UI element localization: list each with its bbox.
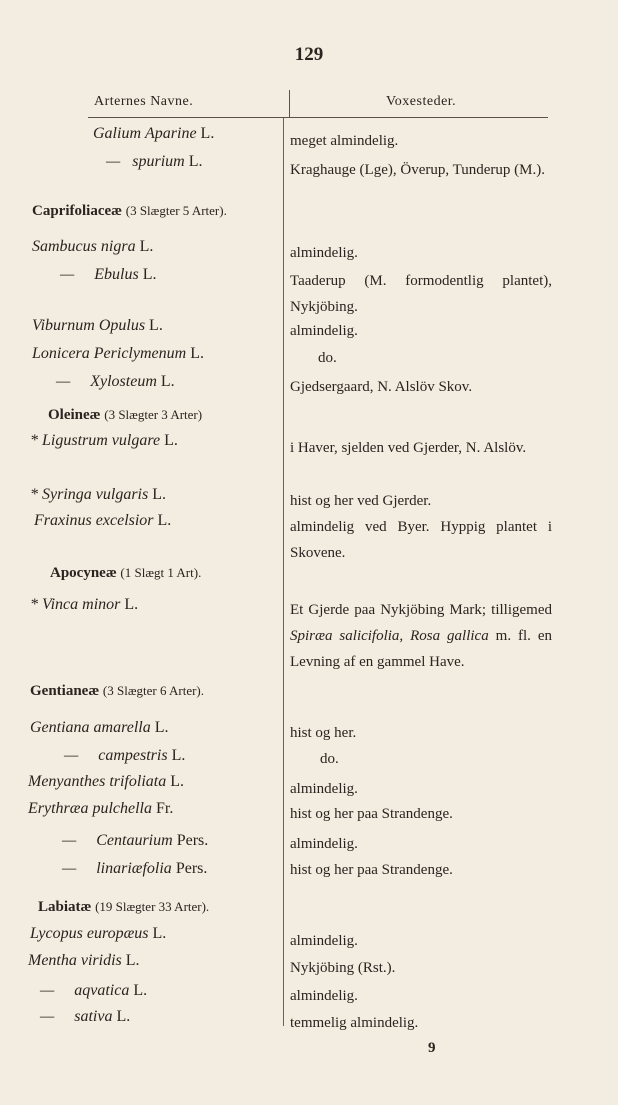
locality-entry: do. [318,350,337,366]
species-entry: Menyanthes trifoliata L. [28,773,184,790]
species-entry: Gentiana amarella L. [30,719,169,736]
family-heading: Caprifoliaceæ (3 Slægter 5 Arter). [32,203,227,219]
species-entry: — Ebulus L. [60,266,157,283]
plant-name: Rosa gallica [410,628,489,644]
locality-entry: almindelig. [290,933,358,949]
plant-name: Spiræa salicifolia, [290,628,404,644]
species-entry: Lonicera Periclymenum L. [32,345,204,362]
family-heading: Oleineæ (3 Slægter 3 Arter) [48,407,203,423]
species-entry: Fraxinus excelsior L. [34,512,172,529]
locality-entry: Nykjöbing (Rst.). [290,960,396,976]
page-number: 129 [294,44,324,65]
signature-mark: 9 [428,1040,436,1056]
locality-entry: almindelig. [290,323,358,339]
locality-entry: temmelig almindelig. [290,1015,419,1031]
locality-entry: Taaderup (M. formodentlig plantet), Nykjöbing. [290,273,552,315]
family-heading: Gentianeæ (3 Slægter 6 Arter). [30,683,205,699]
locality-entry: i Haver, sjelden ved Gjerder, N. Alslöv. [290,440,527,456]
locality-entry: meget almindelig. [290,133,399,149]
species-entry: — Centaurium Pers. [62,832,209,849]
species-entry: — aqvatica L. [40,982,148,999]
species-entry: Lycopus europæus L. [30,925,167,942]
species-entry: — Xylosteum L. [56,373,175,390]
locality-entry-vinca: Et Gjerde paa Nykjöbing Mark; tilligemed Spiræa salicifolia, Rosa gallica m. fl. en Levning af en gammel Have. [290,602,552,670]
locality-entry: hist og her paa Strandenge. [290,806,453,822]
species-entry: * Vinca minor L. [30,596,139,613]
locality-entry: almindelig. [290,245,358,261]
locality-entry: almindelig. [290,781,358,797]
locality-entry: do. [320,751,339,767]
column-header-names: Arternes Navne. [94,94,194,109]
locality-column [284,0,618,1105]
locality-entry: hist og her paa Strandenge. [290,862,453,878]
locality-entry: hist og her. [290,725,357,741]
species-column [0,0,283,1105]
species-entry: — spurium L. [106,153,203,170]
family-heading: Apocyneæ (1 Slægt 1 Art). [50,565,202,581]
locality-entry: almindelig. [290,836,358,852]
family-heading: Labiatæ (19 Slægter 33 Arter). [38,899,210,915]
species-entry: — campestris L. [64,747,186,764]
species-entry: * Syringa vulgaris L. [30,486,167,503]
locality-entry: Kraghauge (Lge), Överup, Tunderup (M.). [290,162,545,178]
column-header-localities: Voxesteder. [386,94,457,109]
locality-entry: hist og her ved Gjerder. [290,493,432,509]
species-entry: * Ligustrum vulgare L. [30,432,178,449]
species-entry: Erythræa pulchella Fr. [28,800,174,817]
species-entry: — linariæfolia Pers. [62,860,208,877]
locality-entry: almindelig. [290,988,358,1004]
locality-entry: almindelig ved Byer. Hyppig plantet i Skovene. [290,519,552,561]
species-entry: Galium Aparine L. [93,125,215,142]
species-entry: Sambucus nigra L. [32,238,154,255]
species-entry: Mentha viridis L. [28,952,140,969]
species-entry: — sativa L. [40,1008,131,1025]
locality-entry: Gjedsergaard, N. Alslöv Skov. [290,379,473,395]
species-entry: Viburnum Opulus L. [32,317,163,334]
